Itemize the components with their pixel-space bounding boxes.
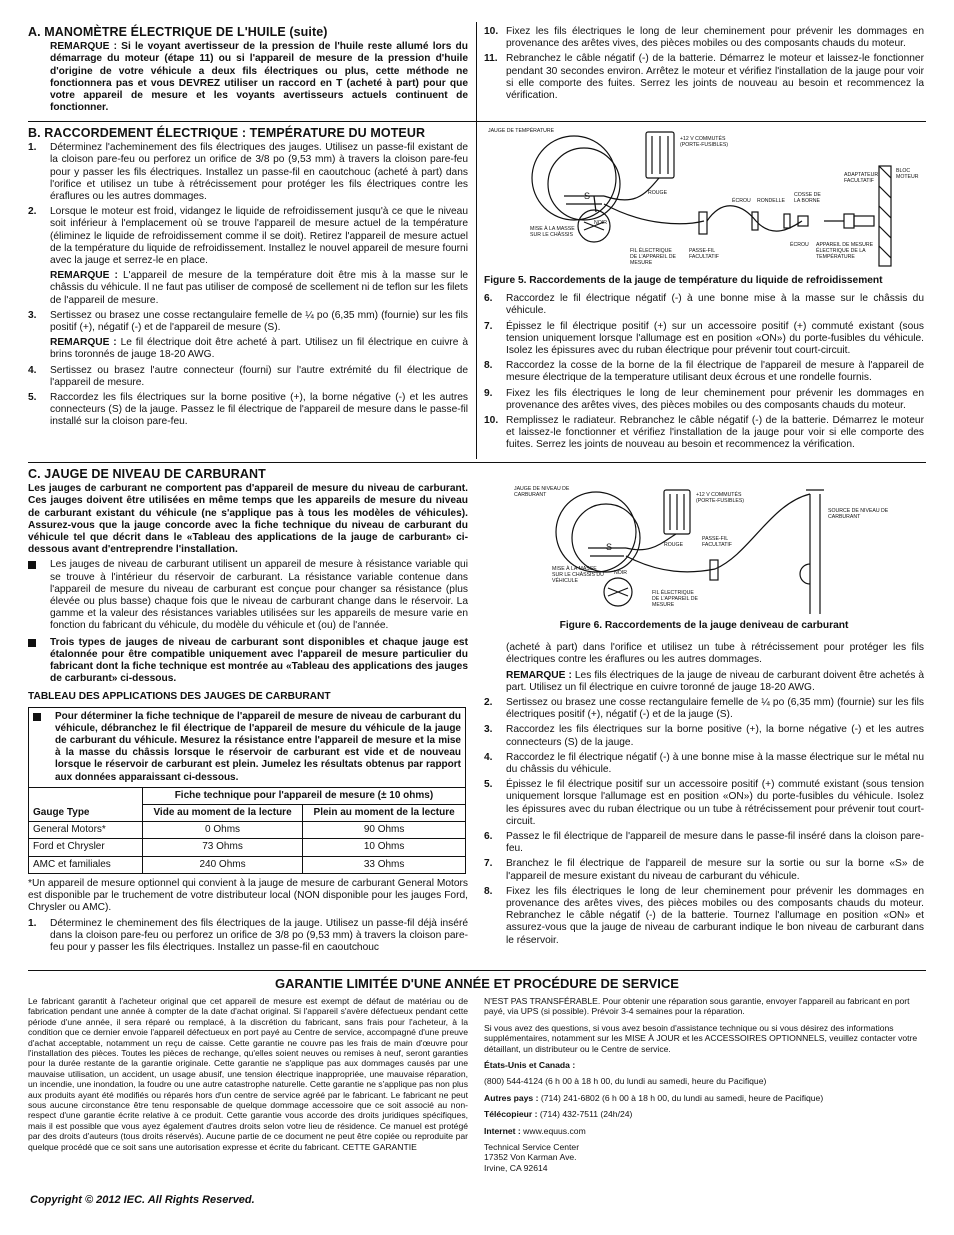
table-row: Ford et Chrysler 73 Ohms 10 Ohms bbox=[29, 839, 466, 856]
step-c8: 8. Fixez les fils électriques le long de leur cheminement pour prévenir les dommages en provenance des arêtes vives, des pièces mobiles ou des composants chauds du moteur. Rebranchez le câble négatif (-) de la batterie. Tournez l'allumage en position «ON» et assurez-vous que la jauge de niveau de carburant indique le bon niveau de carburant dans le réservoir. bbox=[484, 885, 924, 946]
warranty-internet: Internet : www.equus.com bbox=[484, 1125, 586, 1136]
warranty-other: Autres pays : (714) 241-6802 (6 h 00 à 18 h 00, du lundi au samedi, heure de Pacifique) bbox=[484, 1092, 824, 1103]
step-c2: 2. Sertissez ou brasez une cosse rectangulaire femelle de ¼ po (6,35 mm) (fournie) sur les fils électriques positif (+), négatif (-) et de la jauge (S). bbox=[484, 697, 924, 721]
divider-warranty bbox=[28, 970, 926, 971]
section-b bbox=[28, 127, 468, 432]
table-col-empty: Vide au moment de la lecture bbox=[142, 805, 302, 822]
fig5-label-block: BLOC MOTEUR bbox=[896, 168, 919, 180]
fig5-label-terminal: COSSE DE LA BORNE bbox=[794, 192, 821, 204]
step-b3: 3. Sertissez ou brasez une cosse rectangulaire femelle de ¼ po (6,35 mm) (fournie) sur les fils positif (+), négatif (-) et de l'appareil de mesure (S). bbox=[28, 309, 468, 334]
fig5-label-black: NOIR bbox=[594, 220, 607, 226]
fig5-label-grommet: PASSE-FIL FACULTATIF bbox=[689, 248, 719, 260]
step-b7: 7. Épissez le fil électrique positif (+) sur un accessoire positif (+) commuté existant (sous tension uniquement lorsque l'allumage est en position «ON») du porte-fusibles du véhicule. Isolez les épissures avec du ruban électrique pour prévenir tout court-circuit. bbox=[484, 320, 924, 357]
fig5-label-nut2: ÉCROU bbox=[790, 242, 809, 248]
table-col-type: Gauge Type bbox=[29, 787, 143, 821]
fig5-label-gauge: JAUGE DE TEMPÉRATURE bbox=[488, 128, 555, 134]
bullet-1: Les jauges de niveau de carburant utilisent un appareil de mesure à résistance variable qui se trouve à l'intérieur du réservoir de carburant. La résistance variable contenue dans l'appareil de mesure du niveau de carburant est conçue pour changer sa résistance (plus élevée ou plus basse) chaque fois que le niveau de carburant change dans le réservoir. La gamme et la valeur des résistances variables utilisées sur les appareils de mesure varie en fonction du fabricant du véhicule, du modèle du véhicule et (ou) de l'année. bbox=[28, 559, 468, 632]
figure-5 bbox=[484, 126, 924, 271]
section-b-right bbox=[484, 275, 924, 455]
fig6-label-gauge: JAUGE DE NIVEAU DE CARBURANT bbox=[514, 486, 570, 498]
step-a11: 11. Rebranchez le câble négatif (-) de la batterie. Démarrez le moteur et laissez-le fonctionner pendant 30 secondes environ. Arrêtez le moteur et vérifiez l'installation de la jauge pour voir si elle comporte des fuites. Serrez les joints de nouveau au besoin et recommencez la vérification. bbox=[484, 53, 924, 102]
fig5-label-adapter: ADAPTATEUR FACULTATIF bbox=[844, 172, 879, 184]
fig6-label-wire: FIL ÉLECTRIQUE DE L'APPAREIL DE MESURE bbox=[652, 590, 698, 608]
step-c7: 7. Branchez le fil électrique de l'appareil de mesure sur la sortie ou sur la borne «S» de l'appareil de mesure existant du niveau de carburant du véhicule. bbox=[484, 858, 924, 882]
svg-text:S: S bbox=[606, 542, 613, 552]
step-c6: 6. Passez le fil électrique de l'appareil de mesure dans le passe-fil inséré dans la cloison pare-feu. bbox=[484, 831, 924, 855]
fuel-applications-table bbox=[28, 707, 466, 874]
fig6-label-ground: MISE À LA MASSE SUR LE CHÂSSIS DU VÉHICULE bbox=[552, 566, 604, 584]
fig5-label-washer: RONDELLE bbox=[757, 198, 785, 204]
divider-bc bbox=[28, 462, 926, 463]
fig6-label-power: +12 V COMMUTÉS (PORTE-FUSIBLES) bbox=[696, 492, 745, 504]
table-title: TABLEAU DES APPLICATIONS DES JAUGES DE CARBURANT bbox=[28, 691, 331, 703]
fig5-label-sender: APPAREIL DE MESURE ÉLECTRIQUE DE LA TEMPÉRATURE bbox=[816, 242, 874, 260]
table-col-full: Plein au moment de la lecture bbox=[303, 805, 466, 822]
copyright: Copyright © 2012 IEC. All Rights Reserved. bbox=[30, 1194, 255, 1206]
step-c1: 1. Déterminez le cheminement des fils électriques de la jauge. Utilisez un passe-fil déjà inséré dans la cloison pare-feu ou perforez un orifice de 3/8 po (9,53 mm) à travers la cloison pare-feu pour y passer les fils électriques. Installez un passe-fil en caoutchouc bbox=[28, 917, 468, 953]
section-c-title: C. JAUGE DE NIVEAU DE CARBURANT bbox=[28, 467, 266, 481]
note-b1: REMARQUE : L'appareil de mesure de la température doit être mis à la masse sur le châssis du véhicule. Il ne faut pas utiliser de composé de scellement ni de teflon sur les filets de l'appareil de mesure. bbox=[50, 270, 468, 306]
section-c bbox=[28, 468, 468, 957]
section-a-note: REMARQUE : Si le voyant avertisseur de la pression de l'huile reste allumé lors du démarrage du moteur (étape 11) ou si l'appareil de mesure de la pression d'huile d'origine de votre véhicule a deux fils électriques ou plus, cette méthode ne fonctionnera pas et vous DEVREZ utiliser un raccord en T (acheté à part) pour que votre appareil de mesure et les voyants avertisseurs actuels continuent de fonctionner. bbox=[50, 41, 468, 114]
section-a bbox=[28, 26, 468, 117]
fig5-label-power: +12 V COMMUTÉS (PORTE-FUSIBLES) bbox=[680, 136, 729, 148]
address-line: Irvine, CA 92614 bbox=[484, 1162, 548, 1173]
step-b2: 2. Lorsque le moteur est froid, vidangez le liquide de refroidissement jusqu'à ce que le niveau soit inférieur à l'emplacement où se trouve l'appareil de mesure actuel de la température (éliminez le liquide de refroidissement comme il se doit). Retirez l'appareil de mesure actuel de la température du liquide de refroidissement. Installez le nouvel appareil de mesure fourni avec la jauge et serrez-le en place. bbox=[28, 206, 468, 267]
fig6-label-grommet: PASSE-FIL FACULTATIF bbox=[702, 536, 732, 548]
step-c1-cont: (acheté à part) dans l'orifice et utilisez un tube à rétrécissement pour protéger les fils électriques contre les éraflures ou les autres dommages. bbox=[506, 642, 924, 666]
table-row: General Motors* 0 Ohms 90 Ohms bbox=[29, 822, 466, 839]
step-a10: 10. Fixez les fils électriques le long de leur cheminement pour prévenir les dommages en provenance des arêtes vives, des pièces mobiles ou des composants chauds du moteur. bbox=[484, 26, 924, 50]
warranty-title: GARANTIE LIMITÉE D'UNE ANNÉE ET PROCÉDURE DE SERVICE bbox=[275, 976, 679, 991]
column-divider bbox=[476, 22, 477, 459]
fig5-label-red: ROUGE bbox=[648, 190, 668, 196]
bullet-2: Trois types de jauges de niveau de carburant sont disponibles et chaque jauge est étalonnée pour être compatible uniquement avec l'appareil de mesure particulier du fabricant dont la fiche technique est montrée au «Tableau des applications des jauges de carburant» ci-dessous. bbox=[28, 637, 468, 686]
section-a-title: A. MANOMÈTRE ÉLECTRIQUE DE L'HUILE (suite) bbox=[28, 25, 328, 39]
address-line: 17352 Von Karman Ave. bbox=[484, 1152, 577, 1163]
warranty-phone: (800) 544-4124 (6 h 00 à 18 h 00, du lundi au samedi, heure du Pacifique) bbox=[484, 1076, 767, 1087]
step-b9: 9. Fixez les fils électriques le long de leur cheminement pour prévenir les dommages en provenance des arêtes vives, des pièces mobiles ou des composants chauds du moteur. bbox=[484, 387, 924, 411]
warranty-left: Le fabricant garantit à l'acheteur original que cet appareil de mesure est exempt de défaut de matériau ou de fabrication pendant une année à compter de la date d'achat original. Si l'appareil s'avère défectueux pendant cette période d'une année, il sera réparé ou remplacé, à la discrétion du fabricant, sans frais pour l'acheteur, à la condition que ce dernier envoie l'appareil défectueux en port payé au Centre de service, accompagné d'une preuve d'achat acceptable, notamment un reçu de caisse. Cette garantie ne couvre pas les frais de main d'œuvre pour l'installation des pièces. Toutes les pièces de rechange, qu'elles soient neuves ou remises à neuf, seront garanties pour la durée restante de la garantie originale. Cette garantie ne s'applique pas aux dommages causés par une mauvaise utilisation, un accident, un usage abusif, une tension électrique inappropriée, une mauvaise réparation, un incendie, une inondation, la foudre ou une autre catastrophe naturelle. Cette garantie ne s'applique pas non plus aux produits ayant été modifiés ou réparés hors d'un centre de service agréé par le fabricant. Le fabricant ne peut sous aucune circonstance être tenu responsable de quelque dommage accessoire que ce soit associé au non-respect d'une garantie écrite relative à ce produit. Cette garantie vous accorde des droits juridiques spécifiques, mais il est possible que vous ayez également d'autres droits selon votre lieu de résidence. Ce manuel est protégé par des droits d'auteurs (tous droits réservés). Aucune partie de ce document ne peut être copiée ou reproduite par quelque procédé que ce soit sans une autorisation expresse et écrite du fabricant. CETTE GARANTIE bbox=[28, 996, 468, 1152]
step-c3: 3. Raccordez les fils électriques sur la borne positive (+), la borne négative (-) et les autres connecteurs (S) de la jauge. bbox=[484, 724, 924, 748]
address-line: Technical Service Center bbox=[484, 1142, 580, 1153]
section-a-steps bbox=[484, 26, 924, 105]
step-b1: 1. Déterminez l'acheminement des fils électriques des jauges. Utilisez un passe-fil existant de la cloison pare-feu ou perforez un orifice de 3/8 po (9,53 mm) à travers la cloison pare-feu pour y passer les fils électriques. Installez un passe-fil en caoutchouc (acheté à part) dans l'orifice et utilisez un tube à rétrécissement pour protéger les fils électriques contre les éraflures ou les autres dommages. bbox=[28, 142, 468, 203]
step-b10: 10. Remplissez le radiateur. Rebranchez le câble négatif (-) de la batterie. Démarrez le moteur et laissez-le fonctionner et vérifiez l'installation de la jauge pour voir si elle comporte des fuites. Serrez les joints de nouveau au besoin et recommencez la vérification. bbox=[484, 415, 924, 451]
step-c4: 4. Raccordez le fil électrique négatif (-) à une bonne mise à la masse électrique sur le métal nu du châssis du véhicule. bbox=[484, 751, 924, 776]
fig6-caption: Figure 6. Raccordements de la jauge deniveau de carburant bbox=[559, 620, 849, 631]
warranty-region: États-Unis et Canada : bbox=[484, 1060, 576, 1071]
warranty-transfer: N'EST PAS TRANSFÉRABLE. Pour obtenir une réparation sous garantie, envoyer l'appareil au fabricant en port payé, via UPS (si possible). Prévoir 3-4 semaines pour la réparation. bbox=[484, 996, 910, 1017]
step-b6: 6. Raccordez le fil électrique négatif (-) à une bonne mise à la masse sur le châssis du véhicule. bbox=[484, 293, 924, 317]
warranty-fax: Télécopieur : (714) 432-7511 (24h/24) bbox=[484, 1109, 633, 1120]
fig5-label-nut1: ÉCROU bbox=[732, 198, 751, 204]
section-c-right bbox=[484, 620, 924, 950]
section-c-intro: Les jauges de carburant ne comportent pas d'appareil de mesure du niveau de carburant. Ces jauges doivent être utilisées en même temps que les appareils de mesure du niveau de carburant existant du véhicule (ne s'applique pas à tous les modèles de véhicules). Assurez-vous que la jauge concorde avec la fiche technique du niveau de carburant du véhicule tel que décrit dans le «Tableau des applications de la jauge de carburant» ci-dessous avant d'entreprendre l'installation. bbox=[28, 483, 468, 556]
fig5-label-wire: FIL ÉLECTRIQUE DE L'APPAREIL DE MESURE bbox=[630, 248, 676, 266]
divider-ab bbox=[28, 121, 926, 122]
fig5-label-ground: MISE À LA MASSE SUR LE CHÂSSIS bbox=[530, 226, 575, 238]
step-b5: 5. Raccordez les fils électriques sur la borne positive (+), la borne négative (-) et les autres connecteurs (S) de la jauge. Passez le fil électrique de l'appareil de mesure dans le passe-fil installé sur la cloison pare-feu. bbox=[28, 392, 468, 428]
fig6-label-sender: SOURCE DE NIVEAU DE CARBURANT bbox=[828, 508, 889, 520]
note-b2: REMARQUE : Le fil électrique doit être acheté à part. Utilisez un fil électrique en cuivre à brins toronnés de jauge 18-20 AWG. bbox=[50, 337, 468, 361]
step-b4: 4. Sertissez ou brasez l'autre connecteur (fourni) sur l'autre extrémité du fil électrique de l'appareil de mesure. bbox=[28, 364, 468, 388]
note-c1: REMARQUE : Les fils électriques de la jauge de niveau de carburant doivent être achetés à part. Utilisez un fil électrique en cuivre toronné de jauge 18-20 AWG. bbox=[506, 669, 924, 693]
figure-6 bbox=[510, 484, 910, 614]
table-row: AMC et familiales 240 Ohms 33 Ohms bbox=[29, 856, 466, 873]
svg-text:S: S bbox=[584, 191, 591, 201]
fig5-caption: Figure 5. Raccordements de la jauge de température du liquide de refroidissement bbox=[484, 275, 883, 286]
step-c5: 5. Épissez le fil électrique positif sur un accessoire positif (+) commuté existant (sous tension uniquement lorsque l'allumage est en position «ON») du porte-fusibles du véhicule. Isolez les épissures avec du ruban électrique ou un tube à rétrécissement pour prévenir tout court-circuit. bbox=[484, 779, 924, 827]
fig6-label-black: NOIR bbox=[614, 570, 627, 576]
table-note-cell: Pour déterminer la fiche technique de l'appareil de mesure de niveau de carburant du véhicule, débranchez le fil électrique de l'appareil de mesure du véhicule de la jauge de carburant du véhicule. Mesurez la résistance entre l'appareil de mesure et la mise à la masse du châssis lorsque le réservoir de carburant est vide et de nouveau lorsque le réservoir de carburant est plein. Jumelez les résultats obtenus par rapport aux données apparaissant ci-dessous. bbox=[29, 707, 466, 787]
fig6-label-red: ROUGE bbox=[664, 542, 684, 548]
warranty-right bbox=[484, 996, 924, 1173]
table-footnote: *Un appareil de mesure optionnel qui convient à la jauge de mesure de carburant General Motors est disponible par le truchement de votre distributeur local (NON disponible pour les jauges Ford, Chrysler ou AMC). bbox=[28, 877, 468, 914]
table-group-header: Fiche technique pour l'appareil de mesure (± 10 ohms) bbox=[142, 787, 465, 804]
step-b8: 8. Raccordez la cosse de la borne de la fil électrique de l'appareil de mesure à l'appareil de mesure électrique de la temperature utilisant deux écrous et une rondelle fournis. bbox=[484, 360, 924, 384]
section-b-title: B. RACCORDEMENT ÉLECTRIQUE : TEMPÉRATURE DU MOTEUR bbox=[28, 126, 426, 140]
warranty-contact: Si vous avez des questions, si vous avez besoin d'assistance technique ou si vous désirez des informations supplémentaires, notamment sur les MISE À JOUR et les ACCESSOIRES OPTIONNELS, veuillez contacter votre détaillant, un distributeur ou le Centre de service. bbox=[484, 1022, 918, 1054]
